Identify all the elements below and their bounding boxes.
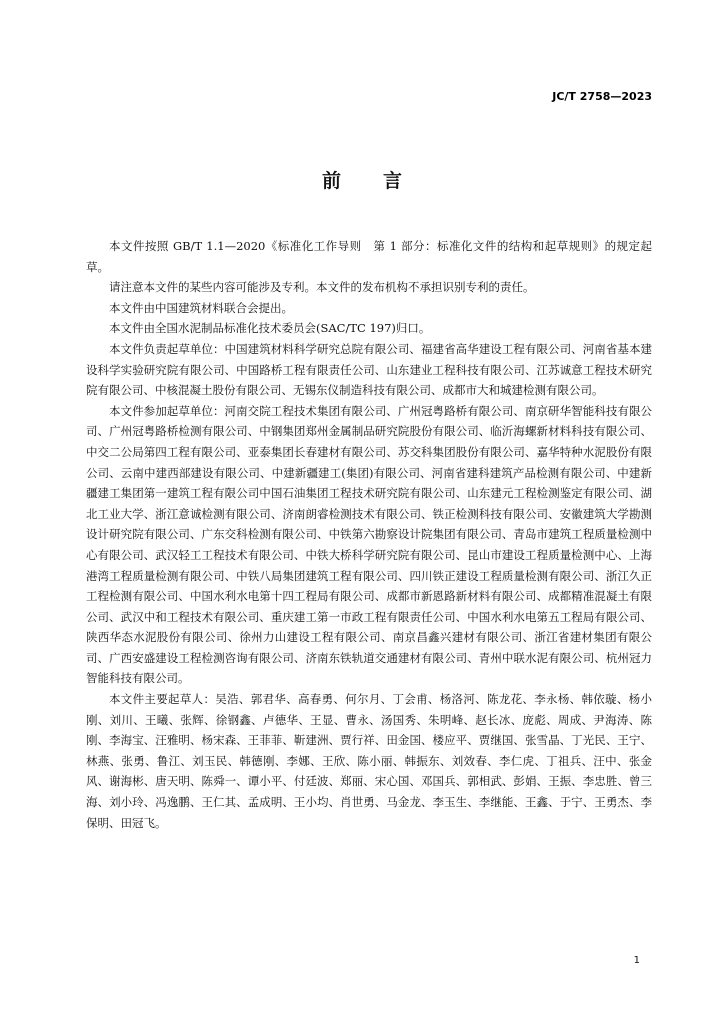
page-title: 前言 [321,170,444,192]
paragraph-committee: 本文件由全国水泥制品标准化技术委员会(SAC/TC 197)归口。 [109,321,431,336]
paragraph-drafting-rules: 本文件按照 GB/T 1.1—2020《标准化工作导则 第 1 部分：标准化文件的结构和起草规则》的规定起草。 [86,239,652,274]
paragraph-participating-drafters: 本文件参加起草单位：河南交院工程技术集团有限公司、广州冠粤路桥有限公司、南京研华智能科技有限公司、广州冠粤路桥检测有限公司、中钢集团郑州金属制品研究院股份有限公司、临沂海螺新材料科技有限公司、中交二公局第四工程有限公司、亚泰集团长春建材有限公司、苏交科集团股份有限公司、嘉华特种水泥股份有限公司、云南中建西部建设有限公司、中建新疆建工(集团)有限公司、河南省建科建筑产品检测有限公司、中建新疆建工集团第一建筑工程有限公司中国石油集团工程技术研究院有限公司、山东建元工程检测鉴定有限公司、湖北工业大学、浙江意诚检测有限公司、济南朗睿检测技术有限公司、铁正检测科技有限公司、安徽建筑大学勘测设计研究院有限公司、广东交科检测有限公司、中铁第六勘察设计院集团有限公司、青岛市建筑工程质量检测中心有限公司、武汉轻工工程技术有限公司、中铁大桥科学研究院有限公司、昆山市建设工程质量检测中心、上海港湾工程质量检测有限公司、中铁八局集团建筑工程有限公司、四川铁正建设工程质量检测有限公司、浙江久正工程检测有限公司、中国水利水电第十四工程局有限公司、成都市新恩路新材料有限公司、成都精准混凝土有限公司、武汉中和工程技术有限公司、重庆建工第一市政工程有限责任公司、中国水利水电第五工程局有限公司、陕西华态水泥股份有限公司、徐州力山建设工程有限公司、南京昌鑫兴建材有限公司、浙江省建材集团有限公司、广西安盛建设工程检测咨询有限公司、济南东铁轨道交通建材有限公司、青州中联水泥有限公司、杭州冠力智能科技有限公司。 [86,403,652,686]
page-number: 1 [633,955,640,966]
paragraph-patent-notice: 请注意本文件的某些内容可能涉及专利。本文件的发布机构不承担识别专利的责任。 [109,280,535,295]
preface-body [86,236,652,833]
paragraph-lead-drafters: 本文件负责起草单位：中国建筑材料科学研究总院有限公司、福建省高华建设工程有限公司、河南省基本建设科学实验研究院有限公司、中国路桥工程有限责任公司、山东建业工程科技有限公司、江苏诚意工程技术研究院有限公司、中核混凝土股份有限公司、无锡东仪制造科技有限公司、成都市大和城建检测有限公司。 [86,341,652,398]
paragraph-main-drafters: 本文件主要起草人：吴浩、郭君华、高春勇、何尔月、丁会甫、杨洛河、陈龙花、李永杨、韩依璇、杨小刚、刘川、王曦、张辉、徐钢鑫、卢德华、王显、曹永、汤国秀、朱明峰、赵长冰、庞彪、周成、尹海涛、陈刚、李海宝、汪雅明、杨宋森、王菲菲、靳建洲、贾行祥、田金国、楼应平、贾继国、张雪晶、丁光民、王宁、林燕、张勇、鲁江、刘玉民、韩德刚、李娜、王欣、陈小丽、韩振东、刘效春、李仁虎、丁祖兵、汪中、张金风、谢海彬、唐天明、陈舜一、谭小平、付廷波、郑丽、宋心国、邓国兵、郭相武、彭娟、王振、李忠胜、曾三海、刘小玲、冯逸鹏、王仁其、孟成明、王小均、肖世勇、马金龙、李玉生、李继能、王鑫、于宁、王勇杰、李保明、田冠飞。 [86,692,652,830]
standard-code: JC/T 2758—2023 [552,90,652,103]
paragraph-proposer: 本文件由中国建筑材料联合会提出。 [109,300,293,315]
